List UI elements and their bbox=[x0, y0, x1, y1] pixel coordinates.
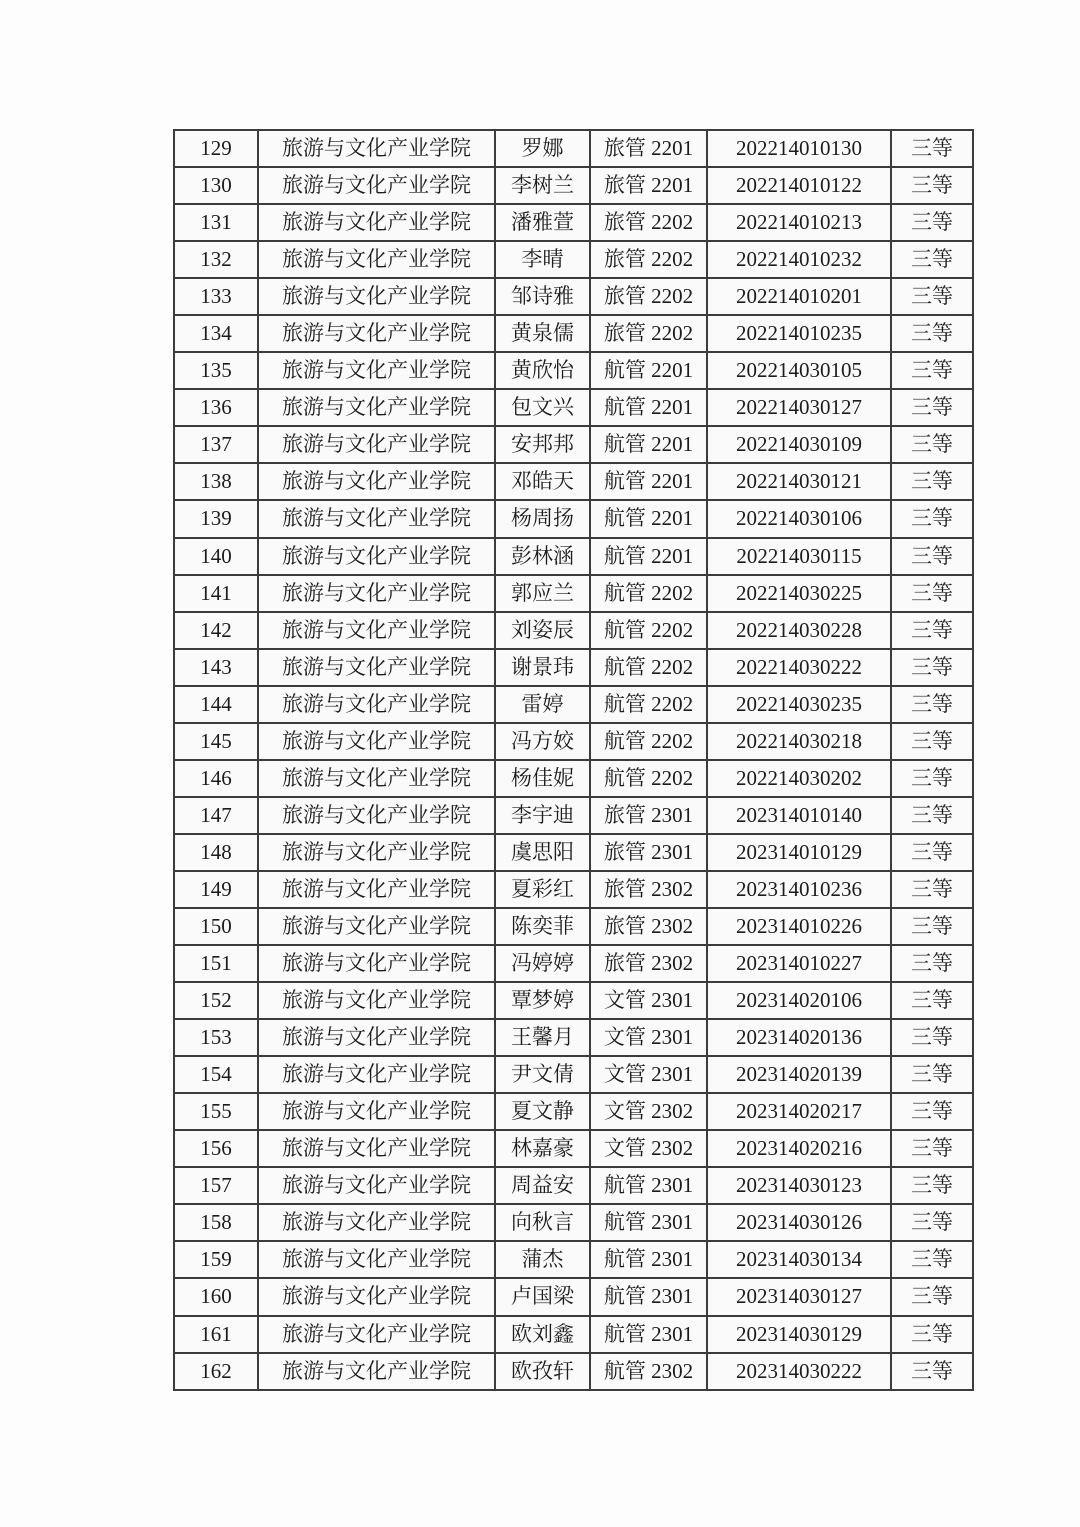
cell-college: 旅游与文化产业学院 bbox=[258, 908, 495, 945]
cell-class: 旅管 2202 bbox=[590, 241, 707, 278]
cell-class: 旅管 2302 bbox=[590, 945, 707, 982]
cell-student-id: 202214030106 bbox=[707, 500, 891, 537]
cell-name: 欧刘鑫 bbox=[495, 1316, 590, 1353]
table-row bbox=[174, 463, 973, 500]
cell-name: 李晴 bbox=[495, 241, 590, 278]
cell-name: 虞思阳 bbox=[495, 834, 590, 871]
table-row bbox=[174, 1241, 973, 1278]
cell-college: 旅游与文化产业学院 bbox=[258, 982, 495, 1019]
table-row bbox=[174, 1316, 973, 1353]
cell-class: 航管 2202 bbox=[590, 649, 707, 686]
cell-student-id: 202314030126 bbox=[707, 1204, 891, 1241]
cell-award: 三等 bbox=[891, 834, 973, 871]
cell-award: 三等 bbox=[891, 1167, 973, 1204]
cell-award: 三等 bbox=[891, 982, 973, 1019]
cell-award: 三等 bbox=[891, 167, 973, 204]
cell-student-id: 202314030222 bbox=[707, 1353, 891, 1390]
cell-class: 旅管 2202 bbox=[590, 204, 707, 241]
table-row bbox=[174, 500, 973, 537]
cell-student-id: 202314030134 bbox=[707, 1241, 891, 1278]
cell-college: 旅游与文化产业学院 bbox=[258, 389, 495, 426]
cell-class: 航管 2202 bbox=[590, 760, 707, 797]
table-row bbox=[174, 945, 973, 982]
cell-no: 159 bbox=[174, 1241, 258, 1278]
cell-college: 旅游与文化产业学院 bbox=[258, 760, 495, 797]
cell-college: 旅游与文化产业学院 bbox=[258, 945, 495, 982]
cell-student-id: 202214030202 bbox=[707, 760, 891, 797]
cell-college: 旅游与文化产业学院 bbox=[258, 1093, 495, 1130]
cell-college: 旅游与文化产业学院 bbox=[258, 352, 495, 389]
cell-name: 夏文静 bbox=[495, 1093, 590, 1130]
cell-college: 旅游与文化产业学院 bbox=[258, 575, 495, 612]
table-row bbox=[174, 871, 973, 908]
cell-class: 航管 2202 bbox=[590, 575, 707, 612]
cell-no: 156 bbox=[174, 1130, 258, 1167]
cell-student-id: 202214010201 bbox=[707, 278, 891, 315]
cell-class: 航管 2202 bbox=[590, 686, 707, 723]
cell-student-id: 202314030123 bbox=[707, 1167, 891, 1204]
cell-award: 三等 bbox=[891, 463, 973, 500]
cell-name: 王馨月 bbox=[495, 1019, 590, 1056]
cell-college: 旅游与文化产业学院 bbox=[258, 1204, 495, 1241]
cell-student-id: 202214030218 bbox=[707, 723, 891, 760]
cell-college: 旅游与文化产业学院 bbox=[258, 241, 495, 278]
table-row bbox=[174, 575, 973, 612]
cell-college: 旅游与文化产业学院 bbox=[258, 1167, 495, 1204]
table-row bbox=[174, 1167, 973, 1204]
cell-no: 137 bbox=[174, 426, 258, 463]
cell-class: 旅管 2202 bbox=[590, 315, 707, 352]
cell-class: 航管 2201 bbox=[590, 463, 707, 500]
cell-award: 三等 bbox=[891, 1316, 973, 1353]
cell-student-id: 202314020106 bbox=[707, 982, 891, 1019]
table-row bbox=[174, 426, 973, 463]
cell-no: 129 bbox=[174, 130, 258, 167]
cell-student-id: 202314030129 bbox=[707, 1316, 891, 1353]
cell-college: 旅游与文化产业学院 bbox=[258, 1278, 495, 1315]
cell-no: 138 bbox=[174, 463, 258, 500]
table-row bbox=[174, 241, 973, 278]
cell-name: 刘姿辰 bbox=[495, 612, 590, 649]
cell-award: 三等 bbox=[891, 575, 973, 612]
cell-no: 145 bbox=[174, 723, 258, 760]
cell-name: 李树兰 bbox=[495, 167, 590, 204]
cell-award: 三等 bbox=[891, 760, 973, 797]
cell-student-id: 202314010140 bbox=[707, 797, 891, 834]
table-row bbox=[174, 389, 973, 426]
cell-class: 航管 2301 bbox=[590, 1167, 707, 1204]
cell-college: 旅游与文化产业学院 bbox=[258, 1316, 495, 1353]
cell-student-id: 202314020139 bbox=[707, 1056, 891, 1093]
cell-name: 潘雅萱 bbox=[495, 204, 590, 241]
cell-student-id: 202214030105 bbox=[707, 352, 891, 389]
cell-award: 三等 bbox=[891, 908, 973, 945]
table-row bbox=[174, 760, 973, 797]
cell-award: 三等 bbox=[891, 315, 973, 352]
table-row bbox=[174, 1353, 973, 1390]
cell-award: 三等 bbox=[891, 1093, 973, 1130]
cell-college: 旅游与文化产业学院 bbox=[258, 1353, 495, 1390]
cell-college: 旅游与文化产业学院 bbox=[258, 1056, 495, 1093]
cell-college: 旅游与文化产业学院 bbox=[258, 1241, 495, 1278]
cell-student-id: 202214010213 bbox=[707, 204, 891, 241]
cell-college: 旅游与文化产业学院 bbox=[258, 797, 495, 834]
table-row bbox=[174, 352, 973, 389]
cell-no: 160 bbox=[174, 1278, 258, 1315]
cell-award: 三等 bbox=[891, 1353, 973, 1390]
cell-class: 文管 2301 bbox=[590, 1019, 707, 1056]
cell-award: 三等 bbox=[891, 1130, 973, 1167]
cell-award: 三等 bbox=[891, 426, 973, 463]
cell-no: 134 bbox=[174, 315, 258, 352]
cell-student-id: 202214010122 bbox=[707, 167, 891, 204]
cell-no: 143 bbox=[174, 649, 258, 686]
cell-college: 旅游与文化产业学院 bbox=[258, 426, 495, 463]
cell-class: 旅管 2202 bbox=[590, 278, 707, 315]
cell-class: 文管 2302 bbox=[590, 1130, 707, 1167]
cell-student-id: 202214010235 bbox=[707, 315, 891, 352]
cell-no: 141 bbox=[174, 575, 258, 612]
cell-college: 旅游与文化产业学院 bbox=[258, 204, 495, 241]
cell-award: 三等 bbox=[891, 241, 973, 278]
table-row bbox=[174, 908, 973, 945]
cell-class: 航管 2202 bbox=[590, 612, 707, 649]
cell-student-id: 202314010227 bbox=[707, 945, 891, 982]
cell-class: 旅管 2301 bbox=[590, 834, 707, 871]
cell-award: 三等 bbox=[891, 1019, 973, 1056]
table-row bbox=[174, 982, 973, 1019]
cell-name: 蒲杰 bbox=[495, 1241, 590, 1278]
cell-college: 旅游与文化产业学院 bbox=[258, 167, 495, 204]
table-row bbox=[174, 315, 973, 352]
cell-student-id: 202214010130 bbox=[707, 130, 891, 167]
cell-award: 三等 bbox=[891, 204, 973, 241]
cell-class: 航管 2201 bbox=[590, 500, 707, 537]
cell-name: 雷婷 bbox=[495, 686, 590, 723]
cell-award: 三等 bbox=[891, 1056, 973, 1093]
cell-class: 航管 2301 bbox=[590, 1316, 707, 1353]
cell-award: 三等 bbox=[891, 686, 973, 723]
cell-no: 142 bbox=[174, 612, 258, 649]
table-row bbox=[174, 612, 973, 649]
cell-student-id: 202314020217 bbox=[707, 1093, 891, 1130]
award-list-table bbox=[173, 129, 974, 1391]
cell-college: 旅游与文化产业学院 bbox=[258, 130, 495, 167]
cell-no: 153 bbox=[174, 1019, 258, 1056]
cell-college: 旅游与文化产业学院 bbox=[258, 538, 495, 575]
cell-college: 旅游与文化产业学院 bbox=[258, 278, 495, 315]
cell-award: 三等 bbox=[891, 723, 973, 760]
cell-college: 旅游与文化产业学院 bbox=[258, 649, 495, 686]
table-row bbox=[174, 1056, 973, 1093]
cell-no: 149 bbox=[174, 871, 258, 908]
cell-college: 旅游与文化产业学院 bbox=[258, 463, 495, 500]
cell-name: 杨佳妮 bbox=[495, 760, 590, 797]
table-row bbox=[174, 1019, 973, 1056]
cell-college: 旅游与文化产业学院 bbox=[258, 315, 495, 352]
cell-no: 150 bbox=[174, 908, 258, 945]
cell-class: 旅管 2301 bbox=[590, 797, 707, 834]
cell-class: 航管 2302 bbox=[590, 1353, 707, 1390]
table-row bbox=[174, 278, 973, 315]
cell-student-id: 202214030121 bbox=[707, 463, 891, 500]
cell-student-id: 202314020216 bbox=[707, 1130, 891, 1167]
cell-name: 包文兴 bbox=[495, 389, 590, 426]
cell-college: 旅游与文化产业学院 bbox=[258, 612, 495, 649]
cell-student-id: 202314010226 bbox=[707, 908, 891, 945]
table-row bbox=[174, 1130, 973, 1167]
table-row bbox=[174, 686, 973, 723]
cell-name: 郭应兰 bbox=[495, 575, 590, 612]
cell-student-id: 202214030109 bbox=[707, 426, 891, 463]
cell-no: 161 bbox=[174, 1316, 258, 1353]
cell-no: 151 bbox=[174, 945, 258, 982]
cell-name: 彭林涵 bbox=[495, 538, 590, 575]
cell-student-id: 202314020136 bbox=[707, 1019, 891, 1056]
cell-award: 三等 bbox=[891, 538, 973, 575]
cell-college: 旅游与文化产业学院 bbox=[258, 1130, 495, 1167]
cell-no: 135 bbox=[174, 352, 258, 389]
cell-name: 欧孜轩 bbox=[495, 1353, 590, 1390]
cell-student-id: 202214030115 bbox=[707, 538, 891, 575]
cell-no: 157 bbox=[174, 1167, 258, 1204]
cell-no: 152 bbox=[174, 982, 258, 1019]
cell-award: 三等 bbox=[891, 130, 973, 167]
table-row bbox=[174, 130, 973, 167]
cell-award: 三等 bbox=[891, 1278, 973, 1315]
cell-name: 卢国梁 bbox=[495, 1278, 590, 1315]
table-row bbox=[174, 1204, 973, 1241]
cell-no: 154 bbox=[174, 1056, 258, 1093]
cell-class: 航管 2301 bbox=[590, 1241, 707, 1278]
cell-name: 罗娜 bbox=[495, 130, 590, 167]
cell-student-id: 202214030225 bbox=[707, 575, 891, 612]
cell-student-id: 202214030222 bbox=[707, 649, 891, 686]
cell-name: 邹诗雅 bbox=[495, 278, 590, 315]
cell-no: 146 bbox=[174, 760, 258, 797]
cell-college: 旅游与文化产业学院 bbox=[258, 1019, 495, 1056]
cell-class: 文管 2301 bbox=[590, 982, 707, 1019]
cell-class: 航管 2301 bbox=[590, 1278, 707, 1315]
cell-name: 冯方姣 bbox=[495, 723, 590, 760]
cell-class: 航管 2301 bbox=[590, 1204, 707, 1241]
cell-award: 三等 bbox=[891, 1241, 973, 1278]
cell-no: 147 bbox=[174, 797, 258, 834]
cell-name: 李宇迪 bbox=[495, 797, 590, 834]
cell-award: 三等 bbox=[891, 278, 973, 315]
cell-class: 航管 2201 bbox=[590, 426, 707, 463]
cell-no: 155 bbox=[174, 1093, 258, 1130]
table-row bbox=[174, 723, 973, 760]
cell-student-id: 202214030228 bbox=[707, 612, 891, 649]
cell-student-id: 202314010129 bbox=[707, 834, 891, 871]
cell-no: 140 bbox=[174, 538, 258, 575]
cell-name: 杨周扬 bbox=[495, 500, 590, 537]
cell-class: 旅管 2201 bbox=[590, 130, 707, 167]
cell-no: 144 bbox=[174, 686, 258, 723]
cell-no: 131 bbox=[174, 204, 258, 241]
cell-award: 三等 bbox=[891, 1204, 973, 1241]
cell-award: 三等 bbox=[891, 871, 973, 908]
cell-award: 三等 bbox=[891, 612, 973, 649]
cell-class: 文管 2301 bbox=[590, 1056, 707, 1093]
cell-class: 航管 2202 bbox=[590, 723, 707, 760]
table-row bbox=[174, 204, 973, 241]
cell-student-id: 202314030127 bbox=[707, 1278, 891, 1315]
cell-no: 139 bbox=[174, 500, 258, 537]
cell-name: 黄欣怡 bbox=[495, 352, 590, 389]
award-table-body bbox=[174, 130, 973, 1390]
cell-name: 林嘉豪 bbox=[495, 1130, 590, 1167]
cell-college: 旅游与文化产业学院 bbox=[258, 834, 495, 871]
cell-name: 夏彩红 bbox=[495, 871, 590, 908]
table-row bbox=[174, 1093, 973, 1130]
cell-no: 133 bbox=[174, 278, 258, 315]
cell-no: 132 bbox=[174, 241, 258, 278]
table-row bbox=[174, 1278, 973, 1315]
table-row bbox=[174, 538, 973, 575]
cell-name: 向秋言 bbox=[495, 1204, 590, 1241]
cell-award: 三等 bbox=[891, 797, 973, 834]
table-row bbox=[174, 797, 973, 834]
cell-name: 安邦邦 bbox=[495, 426, 590, 463]
cell-name: 冯婷婷 bbox=[495, 945, 590, 982]
cell-award: 三等 bbox=[891, 649, 973, 686]
cell-class: 航管 2201 bbox=[590, 352, 707, 389]
cell-no: 136 bbox=[174, 389, 258, 426]
cell-name: 邓皓天 bbox=[495, 463, 590, 500]
cell-no: 162 bbox=[174, 1353, 258, 1390]
cell-name: 黄泉儒 bbox=[495, 315, 590, 352]
cell-class: 旅管 2201 bbox=[590, 167, 707, 204]
table-row bbox=[174, 834, 973, 871]
cell-name: 周益安 bbox=[495, 1167, 590, 1204]
table-row bbox=[174, 649, 973, 686]
cell-class: 旅管 2302 bbox=[590, 871, 707, 908]
cell-class: 旅管 2302 bbox=[590, 908, 707, 945]
cell-no: 130 bbox=[174, 167, 258, 204]
cell-college: 旅游与文化产业学院 bbox=[258, 723, 495, 760]
cell-name: 陈奕菲 bbox=[495, 908, 590, 945]
cell-name: 覃梦婷 bbox=[495, 982, 590, 1019]
cell-no: 158 bbox=[174, 1204, 258, 1241]
cell-class: 文管 2302 bbox=[590, 1093, 707, 1130]
cell-name: 尹文倩 bbox=[495, 1056, 590, 1093]
cell-college: 旅游与文化产业学院 bbox=[258, 871, 495, 908]
cell-student-id: 202214030235 bbox=[707, 686, 891, 723]
cell-class: 航管 2201 bbox=[590, 389, 707, 426]
cell-award: 三等 bbox=[891, 945, 973, 982]
cell-college: 旅游与文化产业学院 bbox=[258, 686, 495, 723]
cell-student-id: 202314010236 bbox=[707, 871, 891, 908]
cell-student-id: 202214030127 bbox=[707, 389, 891, 426]
cell-award: 三等 bbox=[891, 500, 973, 537]
cell-award: 三等 bbox=[891, 389, 973, 426]
cell-award: 三等 bbox=[891, 352, 973, 389]
cell-class: 航管 2201 bbox=[590, 538, 707, 575]
cell-no: 148 bbox=[174, 834, 258, 871]
cell-college: 旅游与文化产业学院 bbox=[258, 500, 495, 537]
cell-name: 谢景玮 bbox=[495, 649, 590, 686]
cell-student-id: 202214010232 bbox=[707, 241, 891, 278]
table-row bbox=[174, 167, 973, 204]
